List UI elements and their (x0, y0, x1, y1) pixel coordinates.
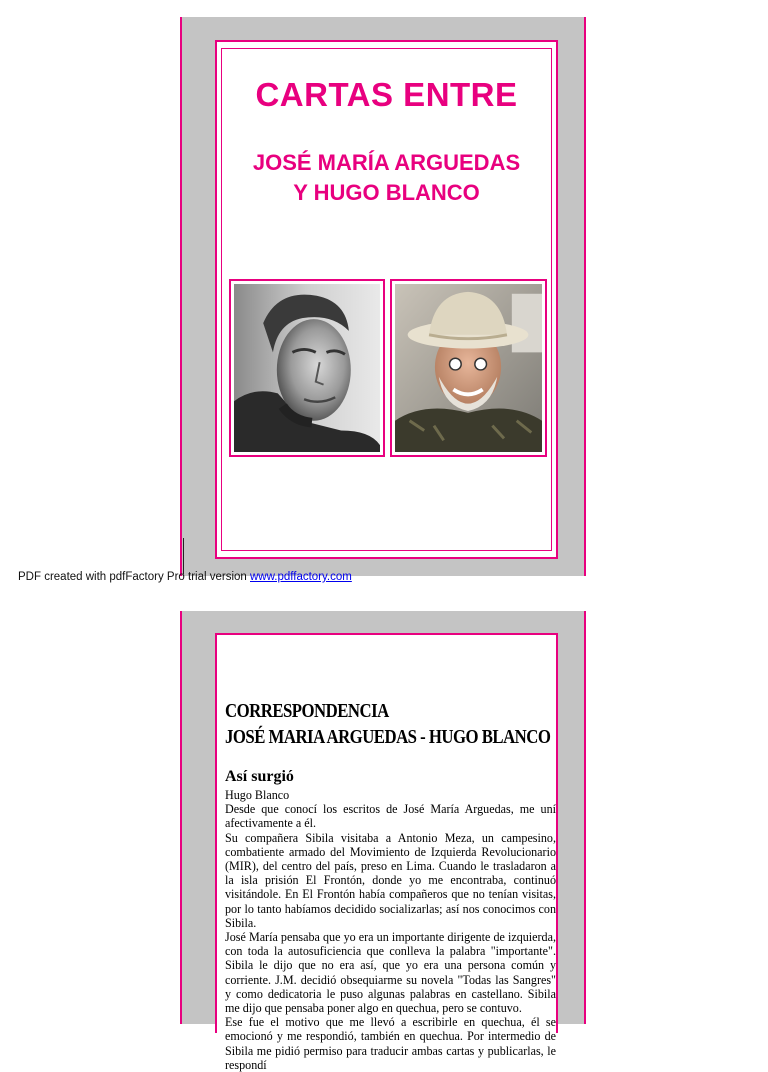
portrait-arguedas-image (234, 284, 380, 452)
pdffactory-link[interactable]: www.pdffactory.com (250, 571, 352, 583)
text-page (180, 611, 586, 1072)
page-heading (225, 699, 550, 751)
author-line: Hugo Blanco (225, 788, 290, 802)
cover-subtitle (217, 148, 556, 208)
cover-sheet (215, 40, 558, 559)
text-cursor (183, 538, 184, 574)
text-sheet (215, 633, 558, 1072)
cover-page (180, 17, 586, 576)
footer-text: PDF created with pdfFactory Pro trial version (18, 571, 250, 583)
paragraph: Desde que conocí los escritos de José María Arguedas, me uní afectivamente a él. (225, 802, 556, 831)
body-text (225, 788, 556, 1072)
section-title: Así surgió (225, 768, 294, 785)
heading-line2: JOSÉ MARIA ARGUEDAS - HUGO BLANCO (225, 727, 551, 748)
cover-subtitle-line2: Y HUGO BLANCO (293, 180, 480, 205)
paragraph: José María pensaba que yo era un importante dirigente de izquierda, con toda la autosuficiencia que conlleva la palabra "importante". Sibila le dijo que no era así, que yo era una persona común y corriente. J.M. decidió obsequiarme su novela "Todas las Sangres" y como dedicatoria le puso algunas palabras en castellano. Sibila me dijo que pensaba poner algo en quechua, pero se contuvo. (225, 930, 556, 1016)
heading-line1: CORRESPONDENCIA (225, 701, 389, 722)
cover-subtitle-line1: JOSÉ MARÍA ARGUEDAS (252, 150, 521, 175)
pdf-footer (18, 571, 352, 583)
paragraph: Ese fue el motivo que me llevó a escribirle en quechua, él se emocionó y me respondió, también en quechua. Por intermedio de Sibila me pidió permiso para traducir ambas cartas y publicarlas, le respondí (225, 1015, 556, 1072)
cover-title: CARTAS ENTRE (255, 76, 518, 113)
portrait-hugo-blanco-image (395, 284, 542, 452)
photo-hugo-blanco (390, 279, 547, 457)
paragraph: Su compañera Sibila visitaba a Antonio Meza, un campesino, combatiente armado del Movimiento de Izquierda Revolucionario (MIR), del centro del país, preso en Lima. Cuando le trasladaron a la isla prisión El Frontón, donde yo me encontraba, continuó visitándole. En El Frontón había compañeros que no tenían visitas, por lo tanto habíamos decidido socializarlas; así nos conocimos con Sibila. (225, 830, 556, 930)
photo-arguedas (229, 279, 385, 457)
